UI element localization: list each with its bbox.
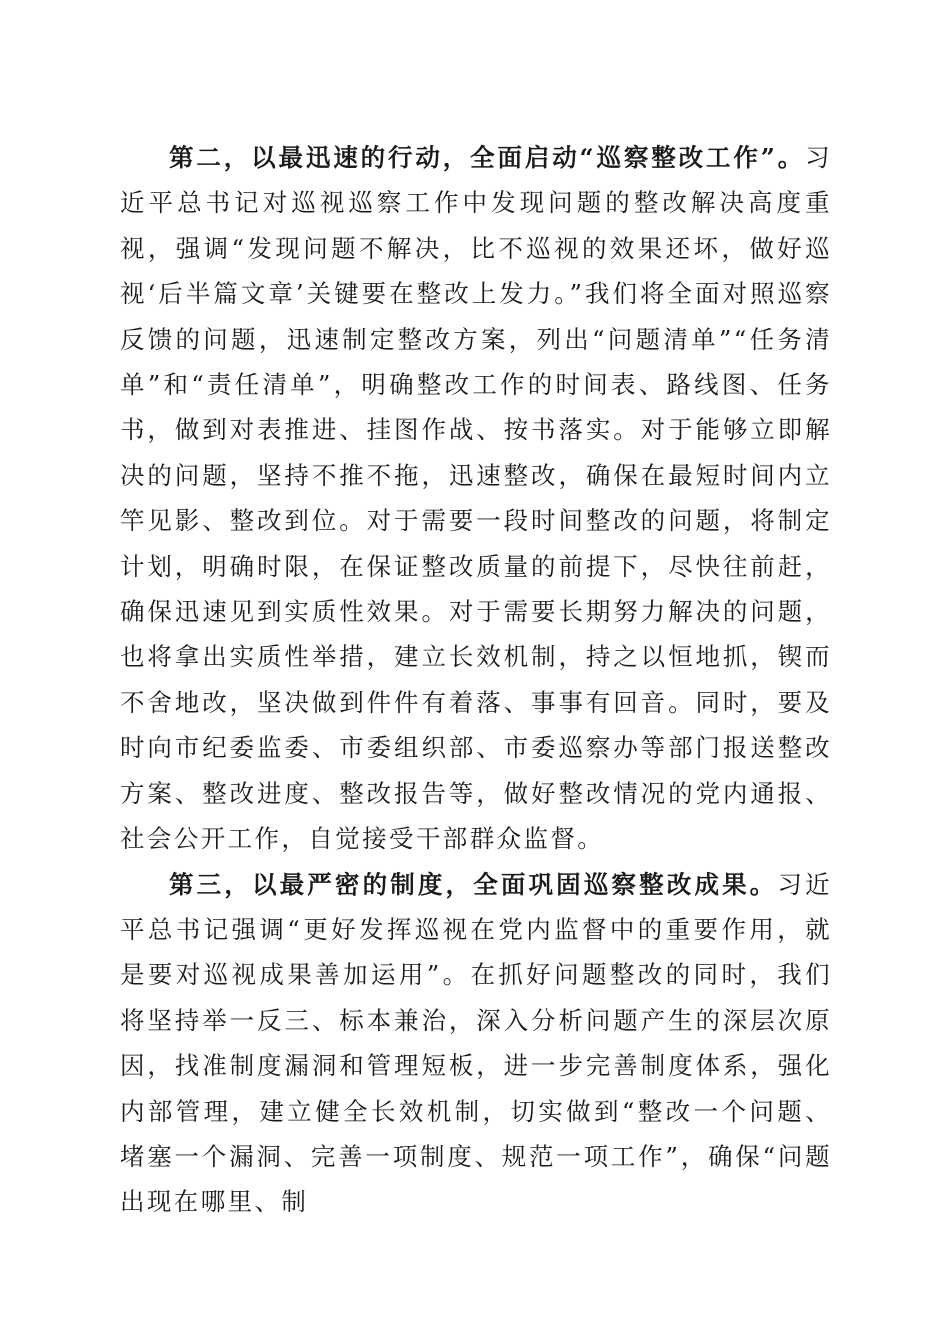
paragraph-second <box>120 135 832 862</box>
document-body <box>120 135 832 1225</box>
paragraph-third <box>120 862 832 1225</box>
paragraph-third-heading: 第三，以最严密的制度，全面巩固巡察整改成果。 <box>169 869 778 899</box>
paragraph-second-text: 习近平总书记对巡视巡察工作中发现问题的整改解决高度重视，强调“发现问题不解决，比不巡视的效果还坏，做好巡视‘后半篇文章’关键要在整改上发力。”我们将全面对照巡察反馈的问题，迅速制定整改方案，列出“问题清单”“任务清单”和“责任清单”，明确整改工作的时间表、路线图、任务书，做到对表推进、挂图作战、按书落实。对于能够立即解决的问题，坚持不推不拖，迅速整改，确保在最短时间内立竿见影、整改到位。对于需要一段时间整改的问题，将制定计划，明确时限，在保证整改质量的前提下，尽快往前赶，确保迅速见到实质性效果。对于需要长期努力解决的问题，也将拿出实质性举措，建立长效机制，持之以恒地抓，锲而不舍地改，坚决做到件件有着落、事事有回音。同时，要及时向市纪委监委、市委组织部、市委巡察办等部门报送整改方案、整改进度、整改报告等，做好整改情况的党内通报、社会公开工作，自觉接受干部群众监督。 <box>120 143 832 854</box>
paragraph-third-text: 习近平总书记强调“更好发挥巡视在党内监督中的重要作用，就是要对巡视成果善加运用”。在抓好问题整改的同时，我们将坚持举一反三、标本兼治，深入分析问题产生的深层次原因，找准制度漏洞和管理短板，进一步完善制度体系，强化内部管理，建立健全长效机制，切实做到“整改一个问题、堵塞一个漏洞、完善一项制度、规范一项工作”，确保“问题出现在哪里、制 <box>120 869 832 1217</box>
paragraph-second-heading: 第二，以最迅速的行动，全面启动“巡察整改工作”。 <box>169 143 806 172</box>
